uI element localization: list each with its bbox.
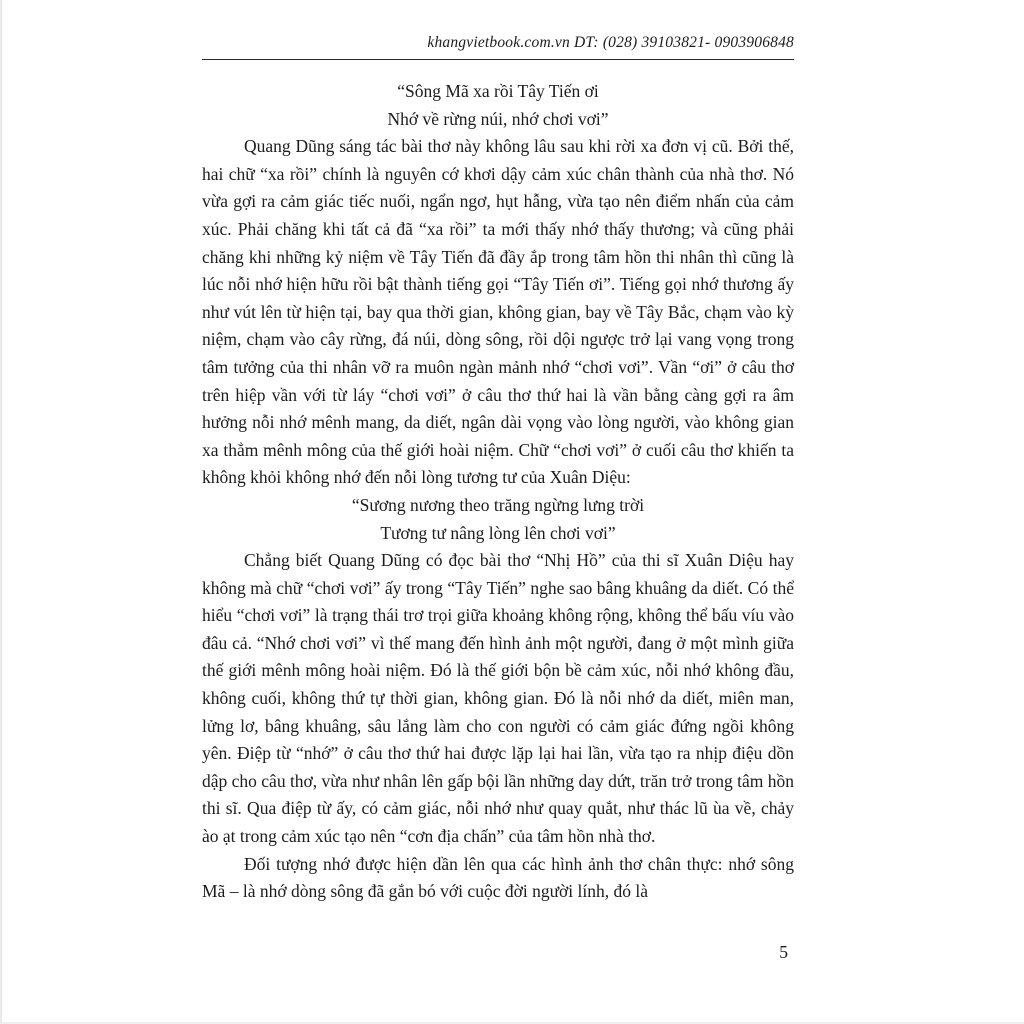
header-publisher-info: khangvietbook.com.vn DT: (028) 39103821- 0903906848 bbox=[427, 34, 794, 51]
poem-line-1: “Sông Mã xa rồi Tây Tiến ơi bbox=[397, 81, 599, 101]
poem-line-2: Nhớ về rừng núi, nhớ chơi vơi” bbox=[387, 108, 609, 129]
paragraph-3: Đối tượng nhớ được hiện dần lên qua các hình ảnh thơ chân thực: nhớ sông Mã – là nhớ dòng sông đã gắn bó với cuộc đời người lính, đó là bbox=[202, 853, 794, 902]
running-header bbox=[202, 34, 794, 60]
page-number: 5 bbox=[779, 942, 788, 962]
poem-quote-1 bbox=[202, 78, 794, 133]
poem-line-4: Tương tư nâng lòng lên chơi vơi” bbox=[380, 522, 616, 543]
page-body bbox=[202, 78, 794, 906]
paragraph-1: Quang Dũng sáng tác bài thơ này không lâu sau khi rời xa đơn vị cũ. Bởi thế, hai chữ “xa rồi” chính là nguyên cớ khơi dậy cảm xúc chân thành của nhà thơ. Nó vừa gợi ra cảm giác tiếc nuối, ngẩn ngơ, hụt hẫng, vừa tạo nên điểm nhấn của cảm xúc. Phải chăng khi tất cả đã “xa rồi” ta mới thấy nhớ thấy thương; và cũng phải chăng khi những kỷ niệm về Tây Tiến đã đầy ắp trong tâm hồn thi nhân thì cũng là lúc nỗi nhớ hiện hữu rồi bật thành tiếng gọi “Tây Tiến ơi”. Tiếng gọi nhớ thương ấy như vút lên từ hiện tại, bay qua thời gian, không gian, bay về Tây Bắc, chạm vào kỳ niệm, chạm vào cây rừng, đá núi, dòng sông, rồi dội ngược trở lại vang vọng trong tâm tưởng của thi nhân vỡ ra muôn ngàn mảnh nhớ “chơi vơi”. Vần “ơi” ở câu thơ trên hiệp vần với từ láy “chơi vơi” ở câu thơ thứ hai là vần bằng càng gợi ra âm hưởng nỗi nhớ mênh mang, da diết, ngân dài vọng vào lòng người, vào không gian xa thẳm mênh mông của thế giới hoài niệm. Chữ “chơi vơi” ở cuối câu thơ khiến ta không khỏi không nhớ đến nỗi lòng tương tư của Xuân Diệu: bbox=[202, 136, 794, 488]
poem-line-3: “Sương nương theo trăng ngừng lưng trời bbox=[351, 494, 645, 515]
poem-quote-2 bbox=[202, 492, 794, 547]
paragraph-2: Chẳng biết Quang Dũng có đọc bài thơ “Nhị Hồ” của thi sĩ Xuân Diệu hay không mà chữ “chơi vơi” ấy trong “Tây Tiến” nghe sao bâng khuâng da diết. Có thể hiểu “chơi vơi” là trạng thái trơ trọi giữa khoảng không rộng, không thể bấu víu vào đâu cả. “Nhớ chơi vơi” vì thế mang đến hình ảnh một người, đang ở một mình giữa thế giới mênh mông hoài niệm. Đó là thế giới bộn bề cảm xúc, nỗi nhớ không đầu, không cuối, không thứ tự thời gian, không gian. Đó là nỗi nhớ da diết, miên man, lửng lơ, bâng khuâng, sâu lắng làm cho con người có cảm giác đứng ngồi không yên. Điệp từ “nhớ” ở câu thơ thứ hai được lặp lại hai lần, vừa tạo ra nhịp điệu dồn dập cho câu thơ, vừa như nhân lên gấp bội lần những day dứt, trăn trở trong tâm hồn thi sĩ. Qua điệp từ ấy, có cảm giác, nỗi nhớ như quay quắt, như thác lũ ùa về, chảy ào ạt trong cảm xúc tạo nên “cơn địa chấn” của tâm hồn nhà thơ. bbox=[202, 550, 795, 847]
